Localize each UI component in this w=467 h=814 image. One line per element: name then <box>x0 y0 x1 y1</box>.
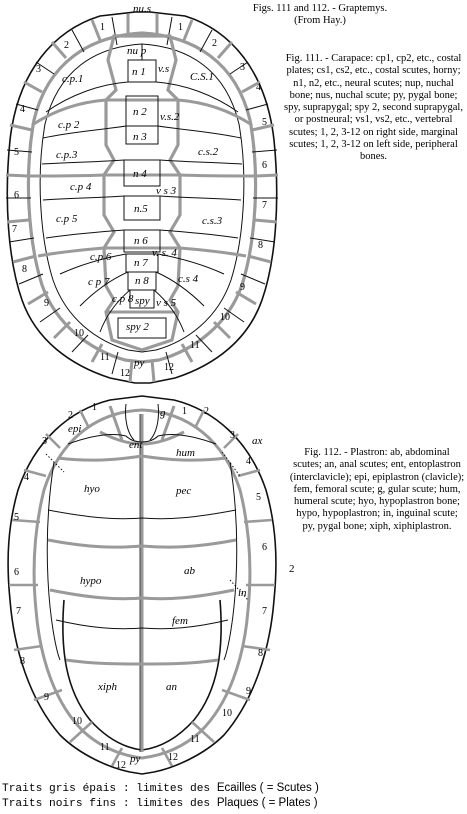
plastron-number-left-2: 2 <box>68 410 73 421</box>
label-spy: spy <box>135 295 150 307</box>
marginal-number-left-9: 9 <box>44 298 49 309</box>
plastron-number-left-9: 9 <box>44 692 49 703</box>
marginal-number-right-4: 4 <box>256 82 261 93</box>
marginal-number-right-7: 7 <box>262 200 267 211</box>
marginal-number-left-5: 5 <box>14 147 19 158</box>
plastron-number-right-10: 10 <box>222 708 232 719</box>
caption-fig-111: Fig. 111. - Carapace: cp1, cp2, etc., costal plates; cs1, cs2, etc., costal scutes, horny; n1, n2, etc., neural scutes; nup, nuchal bone; nus, nuchal scute; py, pygal bone; spy, suprapygal; spy 2, second suprapygal, or postneural; vs1, vs2, etc., vertebral scutes; 1, 2, 3-12 on right side, marginal scutes; 1, 2, 3-12 on left side, peripheral bones. <box>284 53 463 163</box>
marginal-number-left-2: 2 <box>64 40 69 51</box>
plastron-number-right-3: 3 <box>230 430 235 441</box>
plastron-number-left-8: 8 <box>20 656 25 667</box>
figure-source: (From Hay.) <box>294 15 346 27</box>
label-cp4: c.p 4 <box>70 181 92 193</box>
plastron-dotted-lines <box>46 452 248 600</box>
carapace-diagram <box>6 3 278 383</box>
label-cs2: c.s.2 <box>198 146 219 158</box>
plastron-number-left-10: 10 <box>72 716 82 727</box>
plastron-number-left-1: 1 <box>92 402 97 413</box>
label-nup: nu p <box>127 45 147 57</box>
legend-scutes <box>2 782 319 795</box>
marginal-number-right-11: 11 <box>190 340 200 351</box>
plastron-number-left-7: 7 <box>16 606 21 617</box>
label-vs3: v s 3 <box>156 185 177 197</box>
marginal-number-left-3: 3 <box>36 64 41 75</box>
label-ax: ax <box>252 435 263 447</box>
marginal-number-left-1: 1 <box>100 22 105 33</box>
label-n1: n 1 <box>132 66 146 78</box>
marginal-number-left-7: 7 <box>12 224 17 235</box>
label-py: py <box>134 357 145 369</box>
plastron-number-right-6: 6 <box>262 542 267 553</box>
label-cp2: c.p 2 <box>58 119 80 131</box>
figure-title: Figs. 111 and 112. - Graptemys. <box>252 3 388 14</box>
plastron-number-right-1: 1 <box>182 406 187 417</box>
plastron-side-number: 2 <box>289 563 295 575</box>
plastron-number-right-4: 4 <box>246 456 251 467</box>
marginal-number-right-5: 5 <box>262 117 267 128</box>
plastron-number-right-7: 7 <box>262 606 267 617</box>
plastron-number-right-9: 9 <box>246 686 251 697</box>
label-hum: hum <box>176 447 195 459</box>
marginal-number-left-12: 12 <box>120 368 130 379</box>
plastron-number-left-3: 3 <box>42 436 47 447</box>
label-hypo: hypo <box>80 575 102 587</box>
label-nus: nu.s <box>133 3 152 15</box>
plastron-number-right-8: 8 <box>258 648 263 659</box>
plastron-number-right-12: 12 <box>168 752 178 763</box>
plastron-number-left-12: 12 <box>116 760 126 771</box>
label-an: an <box>166 681 177 693</box>
plastron-number-left-11: 11 <box>100 742 110 753</box>
label-n2: n 2 <box>133 106 147 118</box>
marginal-number-right-6: 6 <box>262 160 267 171</box>
plastron-number-left-5: 5 <box>14 512 19 523</box>
label-cs3: c.s.3 <box>202 215 223 227</box>
label-vs4: v. s. 4 <box>152 247 177 259</box>
marginal-number-left-4: 4 <box>20 104 25 115</box>
label-ent: ent <box>129 439 143 451</box>
legend-plates-text: Traits noirs fins : limites des <box>2 798 217 810</box>
label-cp5: c.p 5 <box>56 213 78 225</box>
plastron-number-right-2: 2 <box>204 406 209 417</box>
label-epi: epi <box>68 423 82 435</box>
caption-fig-112: Fig. 112. - Plastron: ab, abdominal scutes; an, anal scutes; ent, entoplastron (interclavicle); epi, epiplastron (clavicle); fem, femoral scute; g, gular scute; hum, humeral scute; hyo, hypoplastron bone; hypo, hypoplastron; in, inguinal scute; py, pygal bone; xiph, xiphiplastron. <box>289 447 465 532</box>
marginal-number-right-8: 8 <box>258 240 263 251</box>
marginal-number-left-6: 6 <box>14 190 19 201</box>
label-cs1: C.S.1 <box>190 71 214 83</box>
label-pec: pec <box>176 485 192 497</box>
plastron-number-right-5: 5 <box>256 492 261 503</box>
plastron-diagram <box>8 396 276 774</box>
label-plastron-py: py <box>130 753 141 765</box>
label-n5: n.5 <box>134 203 148 215</box>
label-vs2: v.s.2 <box>160 111 180 123</box>
label-n3: n 3 <box>133 131 147 143</box>
label-cp7: c p 7 <box>88 276 110 288</box>
label-hyo: hyo <box>84 483 100 495</box>
label-spy2: spy 2 <box>126 321 149 333</box>
label-ab: ab <box>184 565 195 577</box>
label-n4: n 4 <box>133 168 147 180</box>
legend-scutes-text: Traits gris épais : limites des <box>2 783 217 795</box>
label-g: g <box>160 407 166 419</box>
label-xiph: xiph <box>98 681 117 693</box>
figure-header <box>250 3 390 28</box>
plastron-number-right-11: 11 <box>190 734 200 745</box>
label-in: in <box>238 587 247 599</box>
marginal-number-right-10: 10 <box>220 312 230 323</box>
label-cs4: c.s 4 <box>178 273 199 285</box>
legend-plates <box>2 797 318 810</box>
marginal-number-left-11: 11 <box>100 352 110 363</box>
marginal-number-right-2: 2 <box>212 38 217 49</box>
label-cp6: c.p 6 <box>90 251 112 263</box>
marginal-number-left-10: 10 <box>74 328 84 339</box>
label-fem: fem <box>172 615 188 627</box>
marginal-number-right-9: 9 <box>240 282 245 293</box>
legend-plates-term: Plaques ( = Plates ) <box>216 797 318 809</box>
label-vs1: v.s <box>158 63 170 75</box>
marginal-number-right-1: 1 <box>178 22 183 33</box>
marginal-number-right-12: 12 <box>164 362 174 373</box>
legend-scutes-term: Ecailles ( = Scutes ) <box>216 782 319 794</box>
plastron-number-left-6: 6 <box>14 567 19 578</box>
label-n8: n 8 <box>135 275 149 287</box>
label-n7: n 7 <box>134 257 148 269</box>
label-n6: n 6 <box>134 235 148 247</box>
label-cp1: c.p.1 <box>62 73 84 85</box>
label-cp8: c.p 8 <box>112 293 134 305</box>
marginal-number-left-8: 8 <box>22 264 27 275</box>
label-cp3: c.p.3 <box>56 149 78 161</box>
marginal-number-right-3: 3 <box>240 62 245 73</box>
label-vs5: v s 5 <box>156 297 177 309</box>
plastron-number-left-4: 4 <box>24 472 29 483</box>
